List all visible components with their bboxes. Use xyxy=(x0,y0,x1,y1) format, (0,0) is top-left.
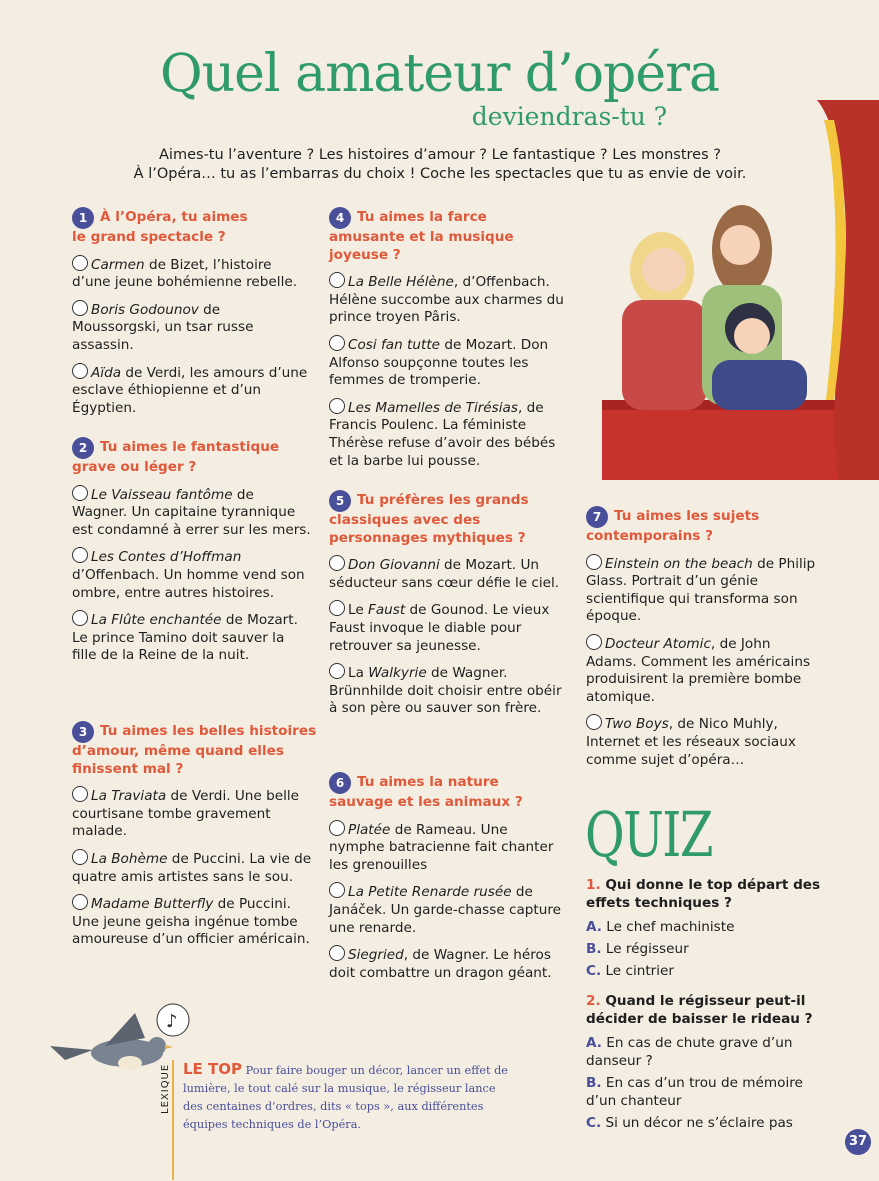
intro-line-2: À l’Opéra… tu as l’embarras du choix ! Coche les spectacles que tu as envie de voir. xyxy=(133,166,747,182)
option-mamelles-tiresias[interactable] xyxy=(329,398,564,470)
opera-description: de Janáček. Un garde-chasse capture une renarde. xyxy=(329,884,562,936)
option-flute-enchantee[interactable] xyxy=(72,610,312,665)
checkbox[interactable] xyxy=(72,300,88,316)
checkbox[interactable] xyxy=(329,398,345,414)
answer-text: Le cintrier xyxy=(605,963,675,979)
section-2-number: 2 xyxy=(72,437,94,459)
section-6-number: 6 xyxy=(329,772,351,794)
section-7-heading-line1: Tu aimes les sujets xyxy=(614,508,760,524)
checkbox[interactable] xyxy=(72,849,88,865)
opera-title: Walkyrie xyxy=(368,665,427,682)
opera-box-illustration xyxy=(602,100,879,480)
checkbox[interactable] xyxy=(329,555,345,571)
answer-letter: B. xyxy=(586,941,602,957)
opera-title-prefix: La xyxy=(348,665,369,682)
checkbox[interactable] xyxy=(586,554,602,570)
quiz-title: QUIZ xyxy=(585,798,712,871)
option-two-boys[interactable] xyxy=(586,714,816,769)
checkbox[interactable] xyxy=(72,255,88,271)
section-5 xyxy=(329,490,564,726)
opera-title: La Flûte enchantée xyxy=(91,612,222,629)
opera-title: Aïda xyxy=(91,364,122,381)
page-number: 37 xyxy=(845,1129,871,1155)
lexique-label-text: LEXIQUE xyxy=(160,1063,171,1114)
opera-title: Einstein on the beach xyxy=(605,555,753,572)
checkbox[interactable] xyxy=(329,945,345,961)
opera-description: , de Nico Muhly, Internet et les réseaux sociaux comme sujet d’opéra… xyxy=(586,716,796,768)
section-5-heading xyxy=(329,490,564,547)
option-carmen[interactable] xyxy=(72,255,312,292)
lexique-definition: Pour faire bouger un décor, lancer un effet de lumière, le tout calé sur la musique, le régisseur lance des centaines d’ordres, dits « tops », aux différentes équipes techniques de l’Opéra. xyxy=(183,1064,508,1131)
answer-text: Le régisseur xyxy=(605,941,689,957)
section-6-heading-line1: Tu aimes la nature xyxy=(357,774,499,790)
opera-title: La Bohème xyxy=(91,850,168,867)
option-faust[interactable] xyxy=(329,600,564,655)
checkbox[interactable] xyxy=(72,363,88,379)
option-siegried[interactable] xyxy=(329,945,564,982)
section-7-number: 7 xyxy=(586,506,608,528)
answer-letter: B. xyxy=(586,1075,602,1091)
question-2-number: 2. xyxy=(586,993,601,1009)
answer-letter: C. xyxy=(586,1115,602,1131)
option-boris-godounov[interactable] xyxy=(72,300,312,355)
option-docteur-atomic[interactable] xyxy=(586,634,816,706)
question-1-label: Qui donne le top départ des effets techniques ? xyxy=(586,877,821,911)
opera-description: de Wagner. Un capitaine tyrannique est condamné à errer sur les mers. xyxy=(72,486,311,538)
opera-title: La Belle Hélène xyxy=(348,274,454,291)
section-5-heading-line1: Tu préfères les grands xyxy=(357,492,529,508)
section-5-heading-line2: classiques avec des personnages mythiques ? xyxy=(329,512,526,546)
question-1-number: 1. xyxy=(586,877,601,893)
section-4-heading-line2: amusante et la musique joyeuse ? xyxy=(329,229,514,263)
opera-title: Siegried xyxy=(348,947,404,964)
lexique-term: LE TOP xyxy=(183,1060,243,1078)
opera-title: Boris Godounov xyxy=(91,301,199,318)
answer-2b[interactable] xyxy=(586,1074,836,1110)
page-subtitle: deviendras-tu ? xyxy=(471,102,668,131)
section-3-number: 3 xyxy=(72,721,94,743)
opera-title: Two Boys xyxy=(605,716,669,733)
opera-title: Docteur Atomic xyxy=(605,635,711,652)
opera-title: Platée xyxy=(348,821,391,838)
section-3 xyxy=(72,721,317,957)
section-2-heading-line2: grave ou léger ? xyxy=(72,459,197,475)
section-1 xyxy=(72,207,312,425)
section-4 xyxy=(329,207,564,478)
svg-text:♪: ♪ xyxy=(166,1011,178,1032)
section-1-heading-line1: À l’Opéra, tu aimes xyxy=(100,209,248,225)
answer-letter: A. xyxy=(586,919,602,935)
answer-text: Le chef machiniste xyxy=(606,919,735,935)
opera-description: de Mozart. Un séducteur sans cœur défie le ciel. xyxy=(329,557,560,591)
opera-description: de Rameau. Une nymphe batracienne fait chanter les grenouilles xyxy=(329,821,554,873)
checkbox[interactable] xyxy=(329,272,345,288)
opera-description: de Verdi, les amours d’une esclave éthiopienne et d’un Égyptien. xyxy=(72,364,308,416)
section-1-number: 1 xyxy=(72,207,94,229)
answer-text: En cas de chute grave d’un danseur ? xyxy=(586,1035,793,1069)
option-vaisseau-fantome[interactable] xyxy=(72,485,312,540)
section-4-number: 4 xyxy=(329,207,351,229)
section-1-heading xyxy=(72,207,312,247)
option-platee[interactable] xyxy=(329,820,564,875)
checkbox[interactable] xyxy=(329,335,345,351)
opera-title-prefix: Le xyxy=(348,602,369,619)
opera-description: de Mozart. Don Alfonso soupçonne toutes les femmes de tromperie. xyxy=(329,336,549,389)
section-3-heading-line2: d’amour, même quand elles finissent mal ? xyxy=(72,743,284,777)
section-5-number: 5 xyxy=(329,490,351,512)
opera-description: de Bizet, l’histoire d’une jeune bohémienne rebelle. xyxy=(72,256,298,291)
quiz-question-1 xyxy=(586,876,836,984)
section-3-heading xyxy=(72,721,317,778)
quiz-question-2 xyxy=(586,992,836,1136)
lexique-divider xyxy=(172,1060,174,1180)
option-boheme[interactable] xyxy=(72,849,317,886)
answer-letter: A. xyxy=(586,1035,602,1051)
opera-title: Carmen xyxy=(91,256,145,273)
checkbox[interactable] xyxy=(72,547,88,563)
opera-title: Don Giovanni xyxy=(348,557,440,574)
option-belle-helene[interactable] xyxy=(329,272,564,327)
option-cosi-fan-tutte[interactable] xyxy=(329,335,564,390)
option-contes-hoffman[interactable] xyxy=(72,547,312,602)
question-1-text xyxy=(586,876,836,912)
section-7-heading xyxy=(586,506,816,546)
section-2-heading-line1: Tu aimes le fantastique xyxy=(100,439,280,455)
checkbox[interactable] xyxy=(72,485,88,501)
answer-2c[interactable] xyxy=(586,1114,836,1132)
opera-description: , de Wagner. Le héros doit combattre un dragon géant. xyxy=(329,947,552,981)
opera-title: Madame Butterfly xyxy=(91,896,214,913)
opera-description: , d’Offenbach. Hélène succombe aux charmes du prince troyen Pâris. xyxy=(329,274,564,326)
opera-title: La Petite Renarde rusée xyxy=(348,884,512,901)
option-don-giovanni[interactable] xyxy=(329,555,564,592)
opera-title: Le Vaisseau fantôme xyxy=(91,486,233,503)
opera-title: Les Mamelles de Tirésias xyxy=(348,399,518,416)
opera-description: , de Francis Poulenc. La féministe Thérèse refuse d’avoir des bébés et la barbe lui pousse. xyxy=(329,399,556,469)
answer-1c[interactable] xyxy=(586,962,836,980)
option-aida[interactable] xyxy=(72,363,312,418)
option-walkyrie[interactable] xyxy=(329,663,564,718)
section-2 xyxy=(72,437,312,673)
question-2-text xyxy=(586,992,836,1028)
opera-title: La Traviata xyxy=(91,788,167,805)
answer-2a[interactable] xyxy=(586,1034,836,1070)
opera-description: de Philip Glass. Portrait d’un génie scientifique qui transforma son époque. xyxy=(586,555,816,625)
opera-description: de Wagner. Brünnhilde doit choisir entre obéir à son père ou sauver son frère. xyxy=(329,665,562,717)
section-4-heading xyxy=(329,207,564,264)
opera-title: Cosi fan tutte xyxy=(348,336,441,353)
opera-description: de Mozart. Le prince Tamino doit sauver la fille de la Reine de la nuit. xyxy=(72,612,298,664)
section-3-heading-line1: Tu aimes les belles histoires xyxy=(100,723,317,739)
checkbox[interactable] xyxy=(72,610,88,626)
answer-text: Si un décor ne s’éclaire pas xyxy=(605,1115,793,1131)
opera-title: Les Contes d’Hoffman xyxy=(91,549,242,566)
opera-title: Faust xyxy=(368,602,406,619)
section-4-heading-line1: Tu aimes la farce xyxy=(357,209,487,225)
checkbox[interactable] xyxy=(72,894,88,910)
option-traviata[interactable] xyxy=(72,786,317,841)
section-2-heading xyxy=(72,437,312,477)
answer-text: En cas d’un trou de mémoire d’un chanteur xyxy=(586,1075,803,1109)
checkbox[interactable] xyxy=(72,786,88,802)
section-7 xyxy=(586,506,816,777)
opera-description: , de John Adams. Comment les américains produisirent la première bombe atomique. xyxy=(586,635,811,705)
option-petite-renarde[interactable] xyxy=(329,882,564,937)
section-7-heading-line2: contemporains ? xyxy=(586,528,713,544)
opera-description: de Puccini. La vie de quatre amis artistes sans le sou. xyxy=(72,850,312,885)
opera-description: de Gounod. Le vieux Faust invoque le diable pour retrouver sa jeunesse. xyxy=(329,602,550,654)
opera-description: de Verdi. Une belle courtisane tombe gravement malade. xyxy=(72,788,300,840)
checkbox[interactable] xyxy=(329,600,345,616)
opera-description: d’Offenbach. Un homme vend son ombre, entre autres histoires. xyxy=(72,566,305,601)
lexique-body xyxy=(183,1060,513,1134)
option-einstein-beach[interactable] xyxy=(586,554,816,626)
question-2-label: Quand le régisseur peut-il décider de baisser le rideau ? xyxy=(586,993,813,1027)
checkbox[interactable] xyxy=(329,820,345,836)
opera-description: de Puccini. Une jeune geisha ingénue tombe amoureuse d’un officier américain. xyxy=(72,896,310,948)
section-1-heading-line2: le grand spectacle ? xyxy=(72,229,226,245)
page-title: Quel amateur d’opéra xyxy=(160,44,719,104)
option-madame-butterfly[interactable] xyxy=(72,894,317,949)
section-6-heading-line2: sauvage et les animaux ? xyxy=(329,794,523,810)
checkbox[interactable] xyxy=(329,882,345,898)
intro-line-1: Aimes-tu l’aventure ? Les histoires d’amour ? Le fantastique ? Les monstres ? xyxy=(159,147,721,163)
section-6 xyxy=(329,772,564,990)
opera-description: de Moussorgski, un tsar russe assassin. xyxy=(72,301,254,353)
answer-letter: C. xyxy=(586,963,602,979)
checkbox[interactable] xyxy=(586,714,602,730)
checkbox[interactable] xyxy=(586,634,602,650)
answer-1b[interactable] xyxy=(586,940,836,958)
answer-1a[interactable] xyxy=(586,918,836,936)
section-6-heading xyxy=(329,772,564,812)
checkbox[interactable] xyxy=(329,663,345,679)
